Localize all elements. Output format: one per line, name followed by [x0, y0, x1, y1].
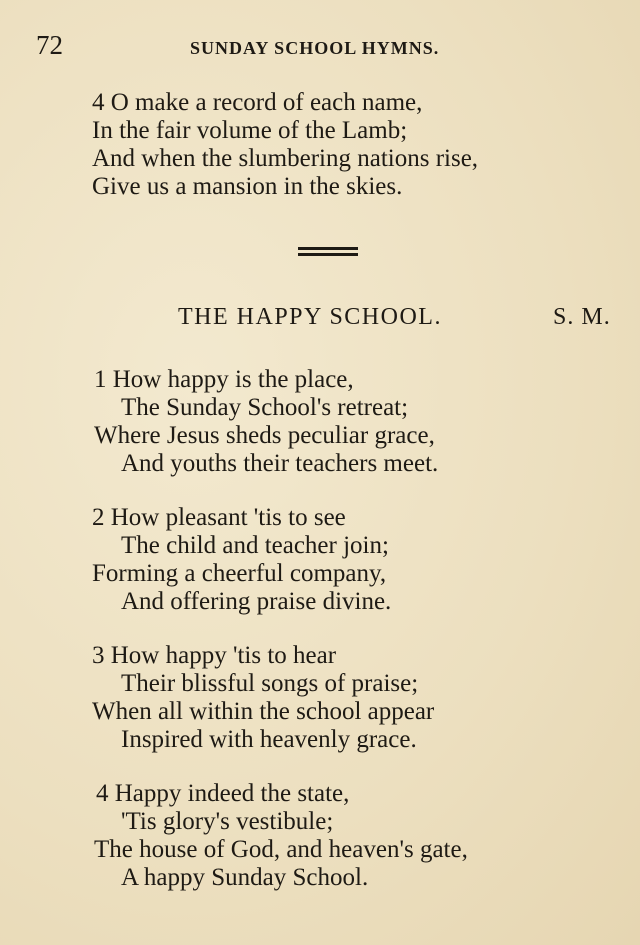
- verse-line: In the fair volume of the Lamb;: [92, 117, 408, 144]
- hymn-meter: S. M.: [553, 304, 611, 330]
- verse-line: 4 O make a record of each name,: [92, 89, 423, 116]
- verse-line: Their blissful songs of praise;: [121, 670, 419, 697]
- verse-line: The Sunday School's retreat;: [121, 394, 409, 421]
- verse-line: The child and teacher join;: [121, 532, 389, 559]
- verse-line: Inspired with heavenly grace.: [121, 726, 417, 753]
- verse-line: And when the slumbering nations rise,: [92, 145, 479, 172]
- verse-line: 4 Happy indeed the state,: [96, 780, 350, 807]
- verse-line: Give us a mansion in the skies.: [92, 173, 403, 200]
- running-head: SUNDAY SCHOOL HYMNS.: [190, 38, 440, 58]
- verse-line: 3 How happy 'tis to hear: [92, 642, 337, 669]
- hymn-title: THE HAPPY SCHOOL.: [178, 304, 442, 330]
- verse-line: And offering praise divine.: [121, 588, 392, 615]
- verse-line: The house of God, and heaven's gate,: [94, 836, 468, 863]
- page-number: 72: [36, 30, 63, 60]
- verse-line: Where Jesus sheds peculiar grace,: [94, 422, 435, 449]
- verse-line: A happy Sunday School.: [121, 864, 369, 891]
- verse-line: And youths their teachers meet.: [121, 450, 439, 477]
- section-divider: [298, 247, 358, 259]
- verse-line: 'Tis glory's vestibule;: [121, 808, 334, 835]
- verse-line: When all within the school appear: [92, 698, 435, 725]
- verse-line: 2 How pleasant 'tis to see: [92, 504, 346, 531]
- verse-line: 1 How happy is the place,: [94, 366, 354, 393]
- verse-line: Forming a cheerful company,: [92, 560, 387, 587]
